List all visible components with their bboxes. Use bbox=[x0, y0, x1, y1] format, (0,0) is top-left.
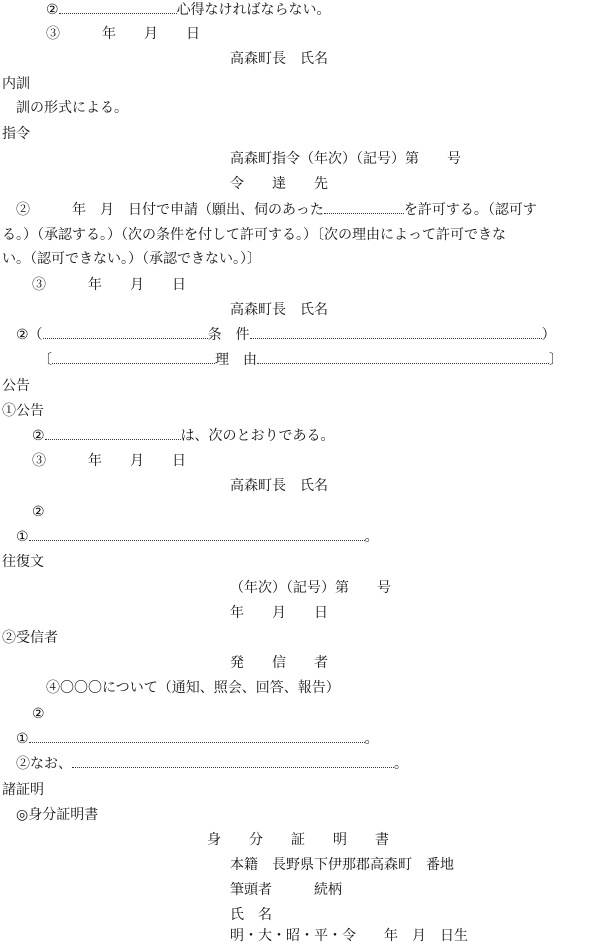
shirei-number: 高森町指令（年次）（記号）第 号 bbox=[230, 151, 461, 167]
text: 。 bbox=[364, 731, 379, 747]
item-number: ① bbox=[16, 731, 29, 747]
shoumei-shimei: 氏 名 bbox=[230, 907, 272, 923]
text: ②（ bbox=[16, 327, 43, 343]
heading-shirei: 指令 bbox=[2, 126, 30, 142]
koukoku-item-1 bbox=[16, 527, 379, 547]
koukoku-date: ③ 年 月 日 bbox=[32, 453, 186, 469]
fill-blank bbox=[324, 200, 404, 214]
shoumei-honseki: 本籍 長野県下伊那郡高森町 番地 bbox=[230, 857, 454, 873]
fill-blank bbox=[72, 754, 394, 768]
shoumei-hittousha: 筆頭者 続柄 bbox=[230, 882, 342, 898]
item-number: ② bbox=[46, 2, 59, 18]
fill-blank bbox=[29, 729, 365, 743]
text: 条 件 bbox=[207, 327, 250, 343]
koukoku-item-2: ② bbox=[32, 504, 45, 520]
oufuku-date: 年 月 日 bbox=[230, 605, 328, 621]
item-number: ② bbox=[32, 428, 45, 444]
oufuku-recipient: ②受信者 bbox=[2, 630, 58, 646]
shirei-signature: 高森町長 氏名 bbox=[230, 302, 328, 318]
text: ② 年 月 日付で申請（願出、伺のあった bbox=[16, 202, 324, 218]
shirei-addressee: 令 達 先 bbox=[230, 176, 328, 192]
fill-blank bbox=[250, 325, 542, 339]
fill-blank bbox=[45, 426, 181, 440]
heading-koukoku: 公告 bbox=[2, 378, 30, 394]
shirei-reason bbox=[38, 350, 563, 370]
heading-naikun: 内訓 bbox=[2, 76, 30, 92]
text: 心得なければならない。 bbox=[176, 2, 331, 18]
shirei-paragraph-3: い。（認可できない。）（承認できない。）〕 bbox=[2, 251, 261, 267]
shoumei-birth: 明・大・昭・平・令 年 月 日生 bbox=[230, 928, 468, 944]
top-date: ③ 年 月 日 bbox=[46, 26, 200, 42]
heading-oufuku: 往復文 bbox=[2, 554, 44, 570]
fill-blank bbox=[257, 350, 549, 364]
top-line-1 bbox=[46, 0, 331, 20]
shirei-condition bbox=[16, 325, 556, 345]
oufuku-item-1 bbox=[16, 729, 379, 749]
koukoku-line-1 bbox=[32, 426, 335, 446]
text: 〕 bbox=[549, 352, 563, 368]
oufuku-sender: 発 信 者 bbox=[230, 655, 328, 671]
item-number: ① bbox=[16, 529, 29, 545]
text: 。 bbox=[394, 756, 408, 772]
shoumei-sub: ◎身分証明書 bbox=[16, 807, 99, 823]
shoumei-title: 身 分 証 明 書 bbox=[207, 832, 389, 848]
oufuku-number: （年次）（記号）第 号 bbox=[230, 580, 391, 596]
shirei-date: ③ 年 月 日 bbox=[32, 277, 186, 293]
fill-blank bbox=[29, 527, 365, 541]
text: ②なお、 bbox=[16, 756, 72, 772]
fill-blank bbox=[43, 325, 208, 339]
fill-blank bbox=[52, 350, 215, 364]
koukoku-signature: 高森町長 氏名 bbox=[230, 478, 328, 494]
koukoku-sub: ①公告 bbox=[2, 403, 44, 419]
oufuku-subject: ④〇〇〇について（通知、照会、回答、報告） bbox=[46, 680, 340, 696]
text: は、次のとおりである。 bbox=[180, 428, 335, 444]
shirei-paragraph-1 bbox=[16, 200, 537, 220]
shirei-paragraph-2: る。）（承認する。）（次の条件を付して許可する。）〔次の理由によって許可できな bbox=[2, 227, 506, 243]
text: ） bbox=[541, 327, 556, 343]
text: 〔 bbox=[38, 352, 52, 368]
top-signature: 高森町長 氏名 bbox=[230, 51, 328, 67]
oufuku-item-2: ② bbox=[32, 706, 45, 722]
text: を許可する。（認可す bbox=[403, 202, 537, 218]
fill-blank bbox=[59, 0, 177, 14]
text: 。 bbox=[364, 529, 379, 545]
text: 理 由 bbox=[215, 352, 257, 368]
oufuku-nao bbox=[16, 754, 408, 774]
naikun-body: 訓の形式による。 bbox=[16, 100, 128, 116]
heading-shoumei: 諸証明 bbox=[2, 782, 44, 798]
